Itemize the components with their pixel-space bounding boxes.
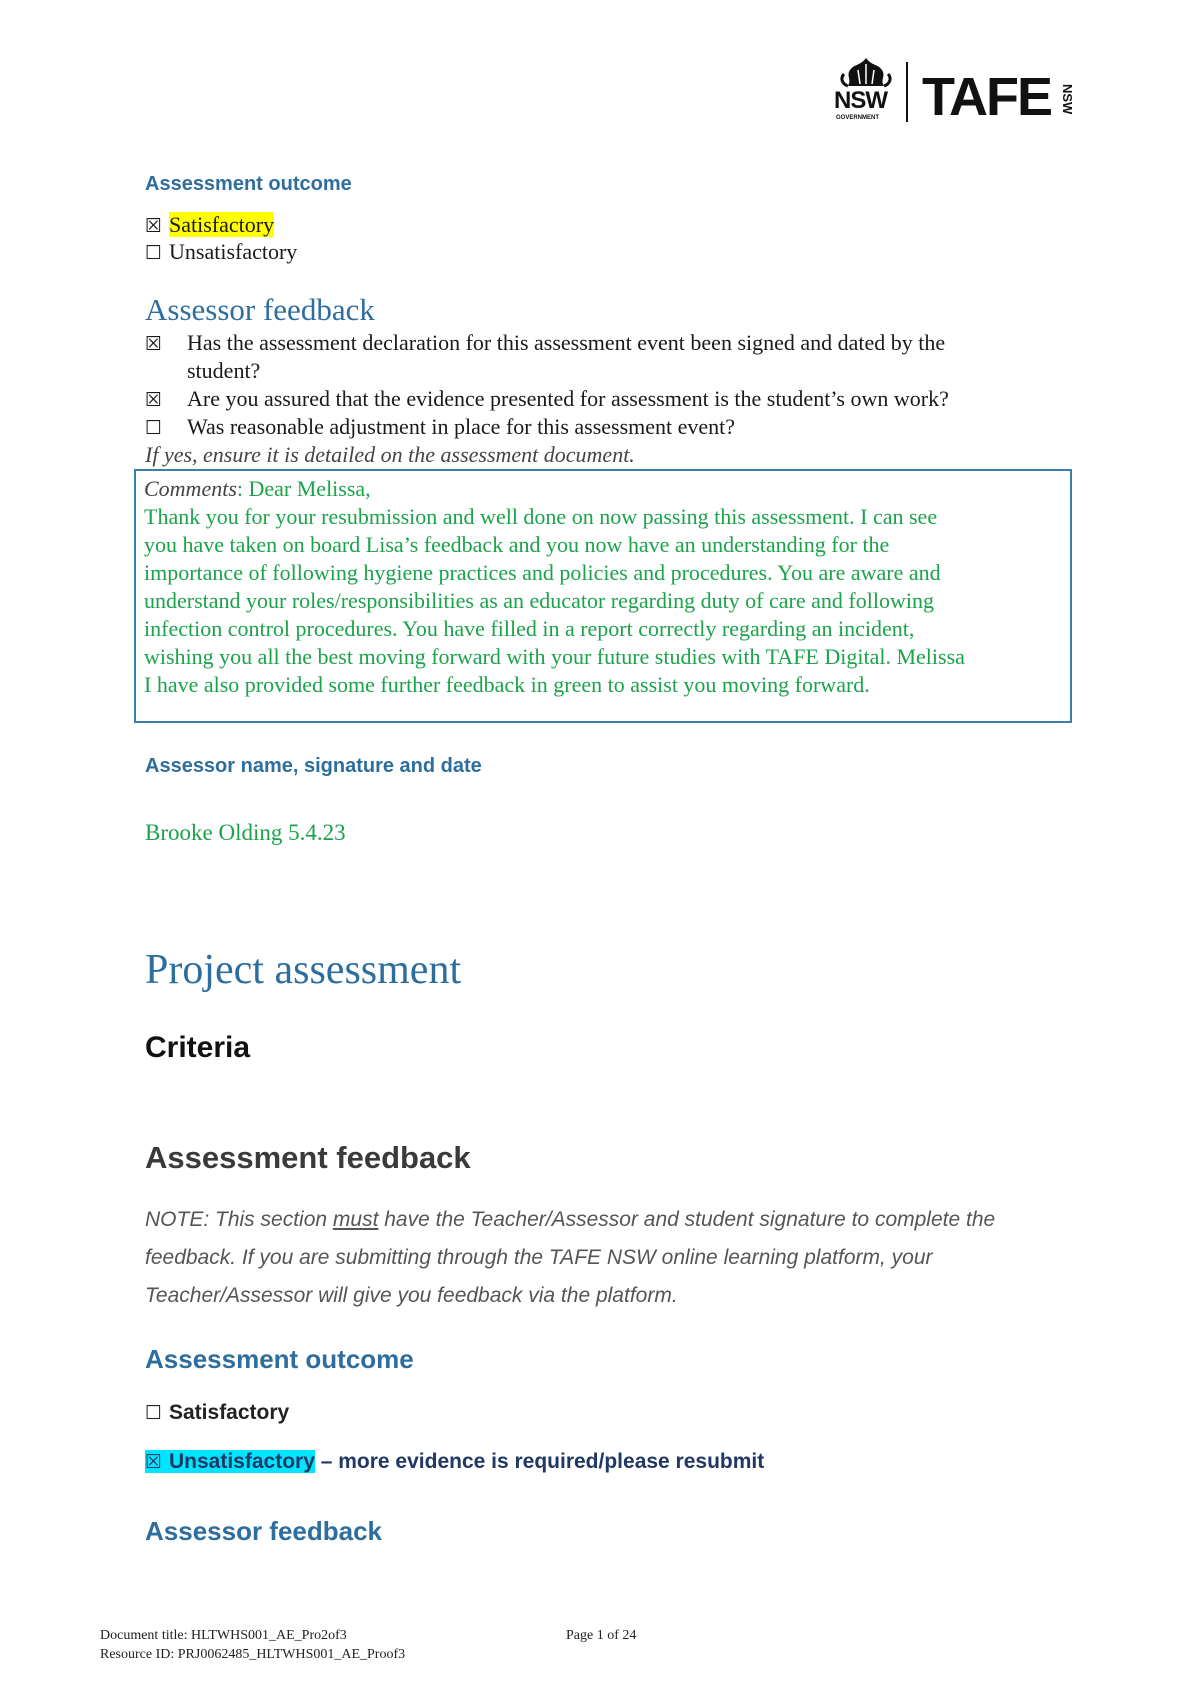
tafe-logo-side-text: NSW: [1060, 84, 1075, 115]
own-work-check-row[interactable]: [145, 385, 1045, 414]
satisfactory-option[interactable]: [145, 211, 274, 240]
unsatisfactory-label-2: Unsatisfactory: [169, 1450, 315, 1473]
reasonable-adjustment-check-row[interactable]: [145, 413, 1045, 442]
comments-label: Comments: [144, 476, 237, 501]
assessment-feedback-title: Assessment feedback: [145, 1140, 471, 1175]
assessor-name-value: Brooke Olding 5.4.23: [145, 820, 346, 845]
assessor-feedback-heading: Assessor feedback: [145, 292, 375, 327]
comments-line: understand your roles/responsibilities as an educator regarding duty of care and following: [144, 588, 934, 613]
assessor-feedback-heading-2: Assessor feedback: [145, 1516, 383, 1546]
comments-line: I have also provided some further feedback in green to assist you moving forward.: [144, 672, 870, 697]
satisfactory-option-2[interactable]: [145, 1399, 289, 1427]
nsw-logo-text: NSW: [834, 87, 887, 114]
note-line-2: feedback. If you are submitting through the TAFE NSW online learning platform, your: [145, 1246, 933, 1269]
assessor-name-heading: Assessor name, signature and date: [145, 755, 482, 777]
comments-line: wishing you all the best moving forward with your future studies with TAFE Digital. Melissa: [144, 644, 965, 669]
checked-box-icon[interactable]: ☒: [145, 389, 163, 411]
if-yes-note: If yes, ensure it is detailed on the assessment document.: [145, 442, 635, 467]
unchecked-box-icon[interactable]: ☐: [145, 242, 163, 264]
footer-resource-id: Resource ID: PRJ0062485_HLTWHS001_AE_Proof3: [100, 1647, 406, 1662]
checked-box-icon[interactable]: ☒: [145, 1451, 163, 1473]
note-must: must: [332, 1208, 379, 1231]
assessment-outcome-heading-2: Assessment outcome: [145, 1344, 414, 1374]
unsatisfactory-option-2[interactable]: [145, 1448, 764, 1476]
header-logo: [830, 56, 1095, 126]
assessment-outcome-heading: Assessment outcome: [145, 173, 352, 195]
unsatisfactory-option[interactable]: [145, 238, 297, 267]
checked-box-icon[interactable]: ☒: [145, 215, 163, 237]
comments-greeting: : Dear Melissa,: [236, 476, 371, 501]
declaration-check-text: Has the assessment declaration for this assessment event been signed and dated by the: [187, 330, 946, 355]
reasonable-adjustment-check-text: Was reasonable adjustment in place for this assessment event?: [187, 414, 736, 439]
comments-first-line: [144, 475, 1062, 503]
comments-box[interactable]: [134, 469, 1072, 723]
unchecked-box-icon[interactable]: ☐: [145, 417, 163, 439]
comments-line: you have taken on board Lisa’s feedback and you now have an understanding for the: [144, 532, 890, 557]
own-work-check-text: Are you assured that the evidence presented for assessment is the student’s own work?: [187, 386, 949, 411]
comments-line: infection control procedures. You have filled in a report correctly regarding an incident,: [144, 616, 915, 641]
project-assessment-title: Project assessment: [145, 947, 462, 993]
footer-page-number: Page 1 of 24: [566, 1628, 637, 1643]
footer-doc-title: Document title: HLTWHS001_AE_Pro2of3: [100, 1628, 347, 1643]
nsw-logo-subtext: GOVERNMENT: [836, 115, 880, 121]
satisfactory-label: Satisfactory: [169, 212, 275, 237]
criteria-heading: Criteria: [145, 1031, 251, 1064]
comments-line: importance of following hygiene practices and policies and procedures. You are aware and: [144, 560, 941, 585]
logo-divider: [906, 62, 908, 122]
feedback-note: [145, 1201, 1065, 1315]
unchecked-box-icon[interactable]: ☐: [145, 1402, 163, 1424]
satisfactory-label-2: Satisfactory: [169, 1401, 290, 1424]
checked-box-icon[interactable]: ☒: [145, 333, 163, 355]
tafe-logo-text: TAFE: [922, 67, 1051, 127]
note-pre: NOTE: This section: [145, 1208, 333, 1231]
note-line1-post: have the Teacher/Assessor and student signature to complete the: [378, 1208, 996, 1231]
note-line-1: [145, 1201, 1065, 1239]
unsatisfactory-suffix: – more evidence is required/please resubmit: [314, 1450, 765, 1473]
note-line-3: Teacher/Assessor will give you feedback via the platform.: [145, 1284, 678, 1307]
unsatisfactory-label: Unsatisfactory: [169, 239, 298, 264]
declaration-check-row[interactable]: [145, 329, 1045, 358]
declaration-check-text-cont: student?: [187, 358, 261, 383]
comments-line: Thank you for your resubmission and well done on now passing this assessment. I can see: [144, 504, 938, 529]
